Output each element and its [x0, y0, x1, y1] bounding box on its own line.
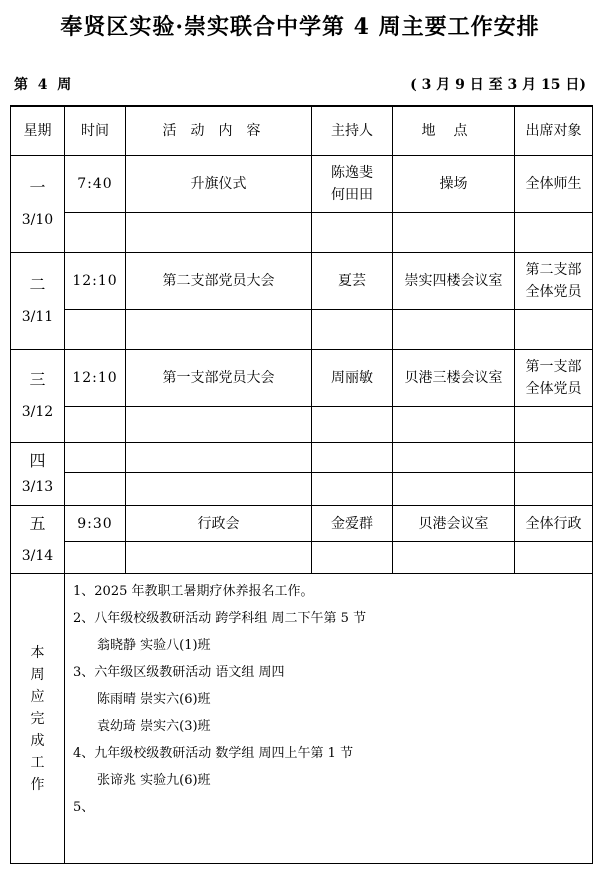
- task-item: 4、九年级校级教研活动 数学组 周四上午第 1 节: [73, 746, 354, 761]
- empty-cell: [65, 542, 126, 574]
- day-date: 3/13: [21, 479, 54, 495]
- empty-cell: [515, 310, 593, 350]
- schedule-table: [10, 105, 593, 864]
- task-item: 1、2025 年教职工暑期疗休养报名工作。: [73, 584, 314, 599]
- attendees-cell: [515, 350, 593, 407]
- empty-cell: [393, 473, 515, 506]
- day-date: 3/14: [21, 547, 54, 564]
- day-cell-monday: [11, 156, 65, 253]
- empty-cell: [126, 407, 312, 443]
- day-cell-wednesday: [11, 350, 65, 443]
- attendees-line: 第二支部: [525, 262, 582, 278]
- empty-cell: [312, 542, 393, 574]
- task-detail: 陈雨晴 崇实六(6)班: [97, 692, 211, 707]
- day-name: 四: [29, 451, 46, 470]
- empty-cell: [515, 473, 593, 506]
- activity-cell: 行政会: [126, 506, 312, 542]
- tasks-label-char: 应: [30, 688, 45, 705]
- day-name: 一: [29, 178, 46, 197]
- header-day: 星期: [11, 106, 65, 156]
- location-cell: 贝港会议室: [393, 506, 515, 542]
- empty-cell: [393, 213, 515, 253]
- empty-cell: [65, 310, 126, 350]
- table-row: [11, 443, 593, 473]
- date-range: ( 3 月 9 日 至 3 月 15 日): [410, 77, 586, 93]
- time-cell: 7:40: [65, 156, 126, 213]
- attendees-line: 全体党员: [525, 381, 582, 397]
- host-cell: 金爱群: [312, 506, 393, 542]
- tasks-row: [11, 574, 593, 864]
- task-detail: 翁晓静 实验八(1)班: [97, 638, 211, 653]
- empty-cell: [126, 443, 312, 473]
- activity-cell: 升旗仪式: [126, 156, 312, 213]
- day-name: 三: [29, 370, 46, 389]
- table-row-blank: [11, 310, 593, 350]
- tasks-list: [65, 574, 593, 864]
- day-name: 二: [29, 275, 46, 294]
- table-row-blank: [11, 407, 593, 443]
- empty-cell: [515, 407, 593, 443]
- page-title: 奉贤区实验·崇实联合中学第 4 周主要工作安排: [60, 14, 540, 40]
- host-cell: 夏芸: [312, 253, 393, 310]
- table-row: [11, 156, 593, 213]
- day-name: 五: [29, 513, 46, 533]
- attendees-line: 第一支部: [525, 359, 582, 375]
- week-number: 第 4 周: [14, 77, 72, 93]
- empty-cell: [65, 213, 126, 253]
- task-item: 5、: [73, 800, 95, 815]
- attendees-cell: [515, 253, 593, 310]
- table-row: [11, 253, 593, 310]
- empty-cell: [65, 407, 126, 443]
- empty-cell: [312, 310, 393, 350]
- table-row-blank: [11, 213, 593, 253]
- empty-cell: [393, 310, 515, 350]
- tasks-label-char: 作: [30, 776, 45, 793]
- empty-cell: [126, 542, 312, 574]
- tasks-label-char: 本: [30, 644, 45, 661]
- table-row: [11, 350, 593, 407]
- attendees-line: 全体党员: [525, 284, 582, 300]
- day-date: 3/12: [21, 404, 54, 420]
- empty-cell: [515, 542, 593, 574]
- task-item: 3、六年级区级教研活动 语文组 周四: [73, 665, 285, 680]
- empty-cell: [312, 443, 393, 473]
- header-location: [393, 106, 515, 156]
- task-detail: 张谛兆 实验九(6)班: [97, 773, 211, 788]
- activity-cell: 第一支部党员大会: [126, 350, 312, 407]
- host-line: 何田田: [331, 187, 373, 203]
- day-cell-tuesday: [11, 253, 65, 350]
- time-cell: 12:10: [65, 253, 126, 310]
- location-cell: 贝港三楼会议室: [393, 350, 515, 407]
- empty-cell: [126, 310, 312, 350]
- empty-cell: [126, 213, 312, 253]
- empty-cell: [65, 443, 126, 473]
- empty-cell: [312, 473, 393, 506]
- attendees-line: 全体师生: [525, 176, 582, 192]
- host-cell: [312, 156, 393, 213]
- location-cell: 操场: [393, 156, 515, 213]
- location-cell: 崇实四楼会议室: [393, 253, 515, 310]
- activity-cell: 第二支部党员大会: [126, 253, 312, 310]
- empty-cell: [515, 443, 593, 473]
- host-cell: 周丽敏: [312, 350, 393, 407]
- tasks-label-char: 周: [30, 666, 45, 683]
- header-location-text: 地点: [421, 123, 486, 139]
- tasks-label-char: 成: [30, 732, 45, 749]
- time-cell: 9:30: [65, 506, 126, 542]
- header-activity: 活动内容: [126, 106, 312, 156]
- header-row: [11, 106, 593, 156]
- header-attendees: 出席对象: [515, 106, 593, 156]
- host-line: 陈逸斐: [331, 165, 373, 181]
- empty-cell: [515, 213, 593, 253]
- attendees-cell: 全体行政: [515, 506, 593, 542]
- day-date: 3/11: [21, 309, 54, 325]
- task-detail: 袁幼琦 崇实六(3)班: [97, 719, 211, 734]
- table-row-blank: [11, 473, 593, 506]
- header-host: 主持人: [312, 106, 393, 156]
- day-date: 3/10: [21, 212, 54, 228]
- tasks-label-char: 工: [30, 754, 45, 771]
- table-row: [11, 506, 593, 542]
- empty-cell: [393, 443, 515, 473]
- time-cell: 12:10: [65, 350, 126, 407]
- empty-cell: [312, 213, 393, 253]
- day-cell-thursday: [11, 443, 65, 506]
- empty-cell: [393, 407, 515, 443]
- day-cell-friday: [11, 506, 65, 574]
- table-row-blank: [11, 542, 593, 574]
- tasks-label-char: 完: [30, 710, 45, 727]
- attendees-cell: [515, 156, 593, 213]
- tasks-label: [11, 574, 65, 864]
- empty-cell: [65, 473, 126, 506]
- task-item: 2、八年级校级教研活动 跨学科组 周二下午第 5 节: [73, 611, 367, 626]
- header-time: 时间: [65, 106, 126, 156]
- empty-cell: [126, 473, 312, 506]
- empty-cell: [312, 407, 393, 443]
- empty-cell: [393, 542, 515, 574]
